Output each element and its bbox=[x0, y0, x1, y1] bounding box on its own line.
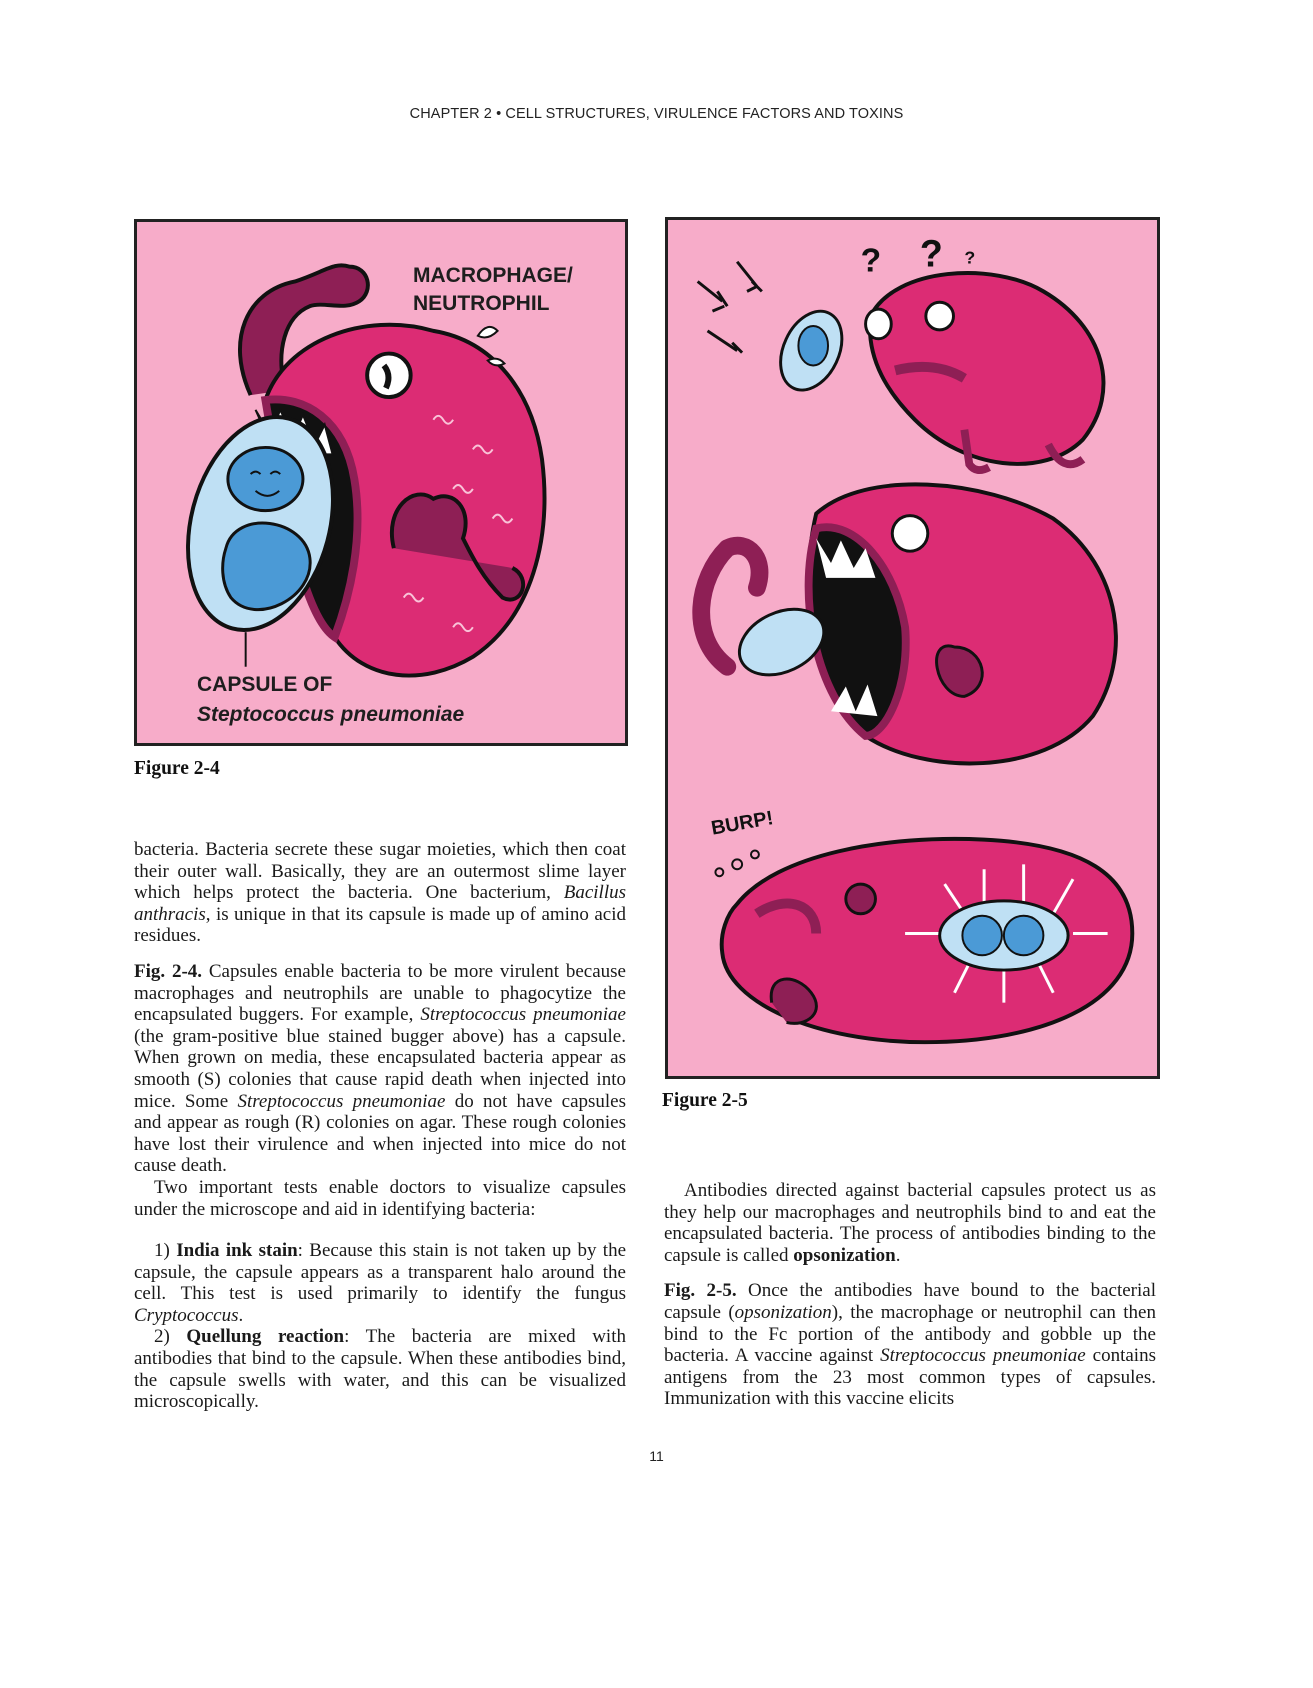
opsonization-comic-drawing bbox=[668, 220, 1157, 1076]
question-mark-1: ? bbox=[860, 242, 882, 280]
running-head: CHAPTER 2 • CELL STRUCTURES, VIRULENCE FACTORS AND TOXINS bbox=[409, 106, 904, 122]
figure-2-5-caption: Figure 2-5 bbox=[662, 1090, 748, 1111]
label-species: Steptococcus pneumoniae bbox=[197, 703, 465, 726]
burp-text: BURP! bbox=[709, 807, 775, 840]
label-macrophage: MACROPHAGE/ bbox=[413, 264, 573, 287]
figure-2-4-illustration bbox=[134, 219, 628, 746]
list-item-quellung: 2) Quellung reaction: The bacteria are mixed with antibodies that bind to the capsule. When these antibodies bind, the capsule swells with water, and this can be visualized microscopically. bbox=[134, 1326, 626, 1413]
figure-2-4-caption: Figure 2-4 bbox=[134, 758, 220, 779]
free-antibodies bbox=[698, 262, 762, 353]
paragraph-opsonization: Antibodies directed against bacterial capsules protect us as they help our macrophages and neutrophils bind to and eat the encapsulated bacteria. The process of antibodies binding to the capsule is called opsonization. bbox=[664, 1180, 1156, 1266]
question-mark-3: ? bbox=[964, 247, 976, 268]
fig-2-4-ref: Fig. 2-4. bbox=[134, 960, 203, 982]
question-mark-2: ? bbox=[919, 232, 943, 275]
label-capsule-of: CAPSULE OF bbox=[197, 673, 333, 696]
fig-2-5-ref: Fig. 2-5. bbox=[664, 1280, 737, 1302]
label-neutrophil: NEUTROPHIL bbox=[413, 292, 550, 315]
figure-2-5-illustration bbox=[665, 217, 1160, 1079]
bacterium-head bbox=[228, 447, 303, 510]
paragraph-fig-2-5: Fig. 2-5. Once the antibodies have bound to the bacterial capsule (opsonization), the macrophage or neutrophil can then bind to the Fc portion of the antibody and gobble up the bacteria. A vaccine against Streptococcus pneumoniae contains antigens from the 23 most common types of capsules. Immunization with this vaccine elicits bbox=[664, 1280, 1156, 1410]
left-column bbox=[134, 839, 626, 1413]
paragraph-fig-2-4: Fig. 2-4. Capsules enable bacteria to be more virulent because macrophages and neutrophils are unable to phagocytize the encapsulated buggers. For example, Streptococcus pneumoniae (the gram-positive blue stained bugger above) has a capsule. When grown on media, these encapsulated bacteria appear as smooth (S) colonies that cause rapid death when injected into mice. Some Streptococcus pneumoniae do not have capsules and appear as rough (R) colonies on agar. These rough colonies have lost their virulence and when injected into mice do not cause death. bbox=[134, 960, 626, 1177]
paragraph-two-tests: Two important tests enable doctors to visualize capsules under the microscope and aid in identifying bacteria: bbox=[134, 1176, 626, 1220]
page-number: 11 bbox=[649, 1448, 664, 1464]
paragraph-capsule-intro: bacteria. Bacteria secrete these sugar moieties, which then coat their outer wall. Basically, they are an outermost slime layer which helps protect the bacteria. One bacterium, Bacillus anthracis, is unique in that its capsule is made up of amino acid residues. bbox=[134, 839, 626, 947]
list-item-india-ink: 1) India ink stain: Because this stain is not taken up by the capsule, the capsule appears as a transparent halo around the cell. This test is used primarily to identify the fungus Cryptococcus. bbox=[134, 1240, 627, 1326]
right-column bbox=[664, 1180, 1156, 1410]
